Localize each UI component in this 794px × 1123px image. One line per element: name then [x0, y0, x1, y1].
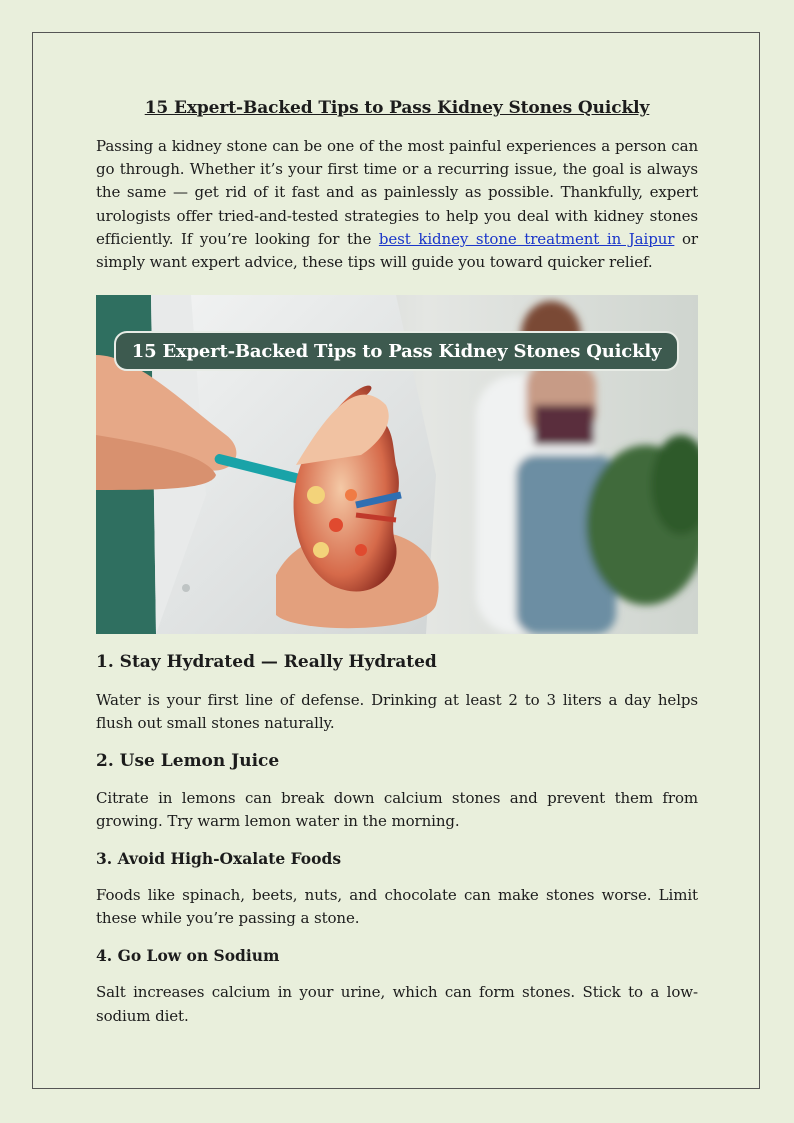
section-body-2: Citrate in lemons can break down calcium stones and prevent them from growing. Try warm lemon water in the morning.	[96, 788, 698, 830]
page-title: 15 Expert-Backed Tips to Pass Kidney Stones Quickly	[144, 98, 650, 118]
section-heading-1: 1. Stay Hydrated — Really Hydrated	[96, 652, 437, 673]
treatment-link[interactable]: best kidney stone treatment in Jaipur	[378, 229, 675, 248]
hero-image	[96, 295, 698, 634]
section-heading-3: 3. Avoid High-Oxalate Foods	[96, 849, 342, 869]
section-heading-2: 2. Use Lemon Juice	[96, 750, 280, 771]
intro-paragraph	[96, 135, 698, 274]
section-heading-4: 4. Go Low on Sodium	[96, 946, 280, 966]
section-body-3: Foods like spinach, beets, nuts, and chocolate can make stones worse. Limit these while you’re passing a stone.	[96, 886, 698, 928]
section-body-4: Salt increases calcium in your urine, which can form stones. Stick to a low-sodium diet.	[96, 983, 698, 1025]
section-body-1: Water is your first line of defense. Drinking at least 2 to 3 liters a day helps flush out small stones naturally.	[96, 691, 698, 733]
intro-text-before: Passing a kidney stone can be one of the most painful experiences a person can go through. Whether it’s your first time or a recurring issue, the goal is always the same — get rid of it fast and as painlessly as possible. Thankfully, expert urologists offer tried-and-tested strategies to help you deal with kidney stones efficiently. If you’re looking for the	[96, 137, 698, 248]
hero-banner-title: 15 Expert-Backed Tips to Pass Kidney Stones Quickly	[114, 331, 679, 371]
intro-text-after: or simply want expert advice, these tips will guide you toward quicker relief.	[96, 229, 698, 272]
document-content	[96, 96, 698, 1028]
